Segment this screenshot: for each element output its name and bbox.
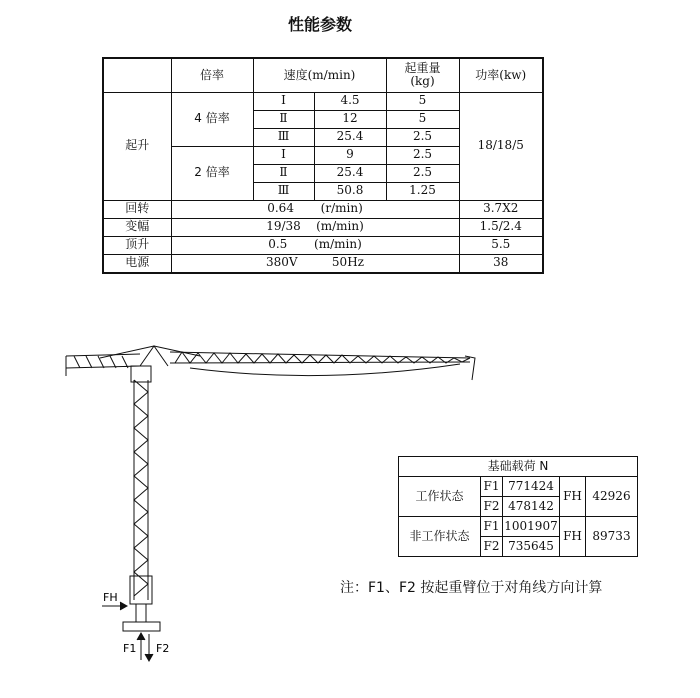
hoist-label: 起升	[103, 92, 171, 200]
nonworking-f1-label: F1	[481, 517, 503, 537]
f2-label: F2	[156, 642, 170, 655]
apex	[140, 346, 168, 366]
ratio-4: 4 倍率	[171, 92, 253, 146]
working-f2-label: F2	[481, 497, 503, 517]
row-label-climb: 顶升	[103, 236, 171, 254]
row-value-power-supply: 380V 50Hz	[171, 254, 459, 273]
row-power-climb: 5.5	[459, 236, 543, 254]
load: 1.25	[386, 182, 459, 200]
row-value-slew: 0.64 (r/min)	[171, 200, 459, 218]
nonworking-f1-value: 1001907	[503, 517, 560, 537]
hoist-power: 18/18/5	[459, 92, 543, 200]
slewing-section	[131, 366, 151, 382]
calculation-note: 注：F1、F2 按起重臂位于对角线方向计算	[340, 580, 603, 596]
gear: Ⅱ	[253, 164, 314, 182]
working-f1-value: 771424	[503, 477, 560, 497]
row-label-power-supply: 电源	[103, 254, 171, 273]
working-fh-label: FH	[560, 477, 586, 517]
page-title: 性能参数	[287, 15, 352, 34]
header-power: 功率(kw)	[459, 58, 543, 92]
jib-lower-curve	[190, 364, 460, 376]
speed: 12	[314, 110, 386, 128]
speed: 25.4	[314, 128, 386, 146]
nonworking-f2-value: 735645	[503, 537, 560, 557]
load: 2.5	[386, 146, 459, 164]
header-speed: 速度(m/min)	[253, 58, 386, 92]
mast-lattice	[134, 380, 148, 596]
row-power-slew: 3.7X2	[459, 200, 543, 218]
load-table-title: 基础载荷 N	[399, 457, 638, 477]
nonworking-label: 非工作状态	[399, 517, 481, 557]
nonworking-fh-label: FH	[560, 517, 586, 557]
header-ratio: 倍率	[171, 58, 253, 92]
row-value-climb: 0.5 (m/min)	[171, 236, 459, 254]
row-value-luff: 19/38 (m/min)	[171, 218, 459, 236]
load: 5	[386, 110, 459, 128]
base-section	[136, 604, 146, 622]
row-power-luff: 1.5/2.4	[459, 218, 543, 236]
speed: 4.5	[314, 92, 386, 110]
header-load: 起重量 (kg)	[386, 58, 459, 92]
gear: Ⅱ	[253, 110, 314, 128]
foundation-load-table	[398, 456, 638, 557]
gear: Ⅰ	[253, 146, 314, 164]
jib-bottom-chord	[170, 362, 470, 363]
row-power-power-supply: 38	[459, 254, 543, 273]
load: 2.5	[386, 128, 459, 146]
row-label-slew: 回转	[103, 200, 171, 218]
ratio-2: 2 倍率	[171, 146, 253, 200]
working-fh-value: 42926	[586, 477, 638, 517]
load: 5	[386, 92, 459, 110]
row-label-luff: 变幅	[103, 218, 171, 236]
working-f1-label: F1	[481, 477, 503, 497]
speed: 9	[314, 146, 386, 164]
load: 2.5	[386, 164, 459, 182]
nonworking-f2-label: F2	[481, 537, 503, 557]
f1-label: F1	[123, 642, 137, 655]
speed: 50.8	[314, 182, 386, 200]
fh-label: FH	[103, 591, 118, 604]
nonworking-fh-value: 89733	[586, 517, 638, 557]
working-f2-value: 478142	[503, 497, 560, 517]
gear: Ⅲ	[253, 128, 314, 146]
foundation-block	[123, 622, 160, 631]
gear: Ⅲ	[253, 182, 314, 200]
gear: Ⅰ	[253, 92, 314, 110]
working-label: 工作状态	[399, 477, 481, 517]
speed: 25.4	[314, 164, 386, 182]
